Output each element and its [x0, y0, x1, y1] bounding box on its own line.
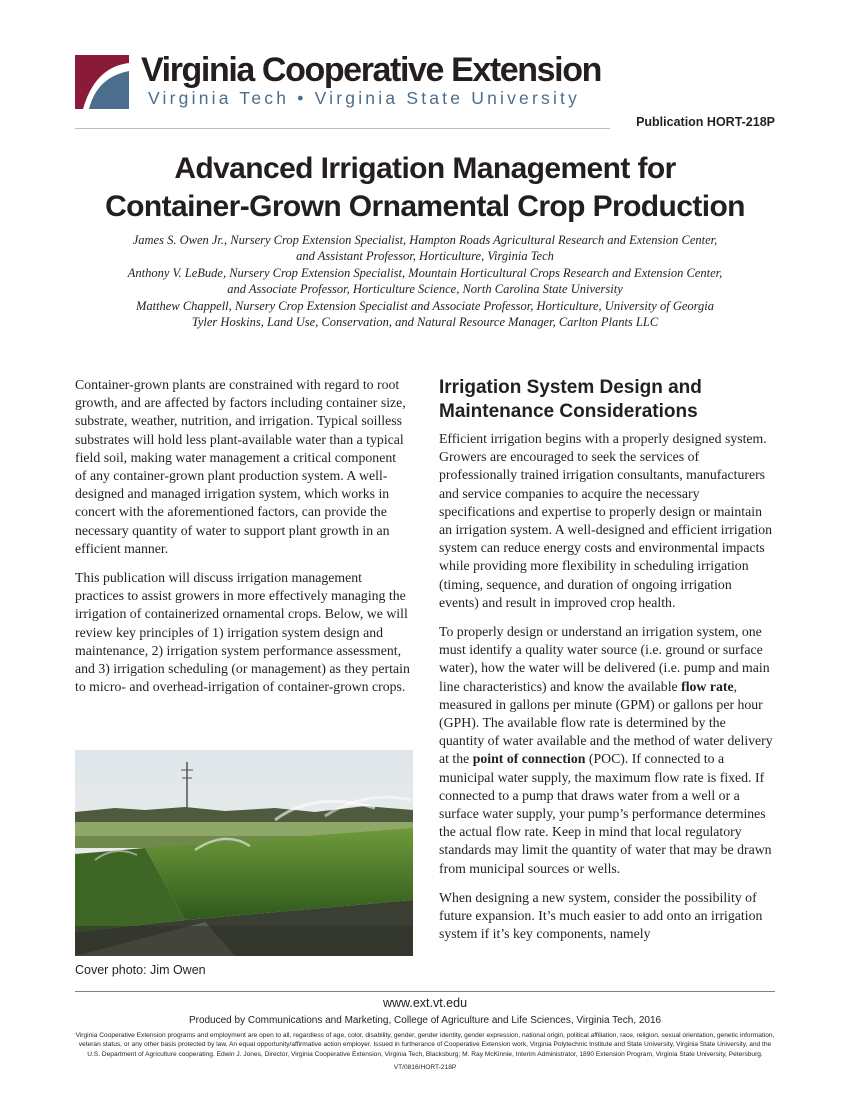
- section-heading: Irrigation System Design and Maintenance Considerations: [439, 377, 702, 422]
- author-line: Tyler Hoskins, Land Use, Conservation, and Natural Resource Manager, Carlton Plants LLC: [191, 315, 659, 330]
- expansion-paragraph: When designing a new system, consider the possibility of future expansion. It’s much easier to add onto an irrigation system if it’s key components, namely: [439, 889, 763, 942]
- photo-caption: Cover photo: Jim Owen: [75, 963, 206, 977]
- text-segment: (POC). If connected to a municipal water supply, the maximum flow rate is fixed. If connected to a pump that draws water from a well or a surface water supply, your pump’s performance determines the actual flow rate. Keep in mind that local regulatory standards may limit the quantity of water that may be drawn from municipal sources or wells.: [439, 751, 772, 876]
- title-line-2: Container-Grown Ornamental Crop Production: [105, 190, 745, 223]
- authors-block: [60, 232, 790, 330]
- footer-legal-notice: Virginia Cooperative Extension programs and employment are open to all, regardless of age, color, disability, gender, gender identity, gender expression, national origin, political affiliation, race, religion, sexual orientation, genetic information, veteran status, or any other basis protected by law. An equal opportunity/affirmative action employer. Issued in furtherance of Cooperative Extension work, Virginia Polytechnic Institute and State University, Virginia State University, and the U.S. Department of Agriculture cooperating. Edwin J. Jones, Director, Virginia Cooperative Extension, Virginia Tech, Blacksburg; M. Ray McKinnie, Interim Administrator, 1890 Extension Program, Virginia State University, Petersburg.: [75, 1032, 775, 1058]
- point-of-connection-term: point of connection: [472, 751, 586, 767]
- text-segment: To properly design or understand an irrigation system, one must identify a quality water source (i.e. ground or surface water), how the water will be delivered (i.e. pump and main line characteristics) and know the available: [439, 624, 770, 694]
- left-column: [75, 376, 410, 707]
- design-paragraph: Efficient irrigation begins with a properly designed system. Growers are encouraged to seek the services of professionally trained irrigation consultants, manufacturers and service companies to acquire the necessary specifications and expertise to properly design or maintain an irrigation system. A well-designed and efficient irrigation system can reduce energy costs and environmental impacts while providing more flexibility in scheduling irrigation (timing, sequence, and duration of ongoing irrigation events) and result in improved crop health.: [439, 431, 773, 610]
- header-divider: [75, 128, 610, 129]
- author-line: and Assistant Professor, Horticulture, Virginia Tech: [296, 249, 554, 264]
- document-title: [40, 150, 810, 226]
- text-segment: , measured in gallons per minute (GPM) or gallons per hour (GPH). The available flow rate is determined by the quantity of water available and the method of water delivery at the: [439, 678, 773, 767]
- author-line: and Associate Professor, Horticulture Science, North Carolina State University: [227, 282, 623, 297]
- title-line-1: Advanced Irrigation Management for: [174, 152, 676, 185]
- nursery-irrigation-image: [75, 750, 413, 956]
- footer-publication-code: VT/0816/HORT-218P: [393, 1064, 457, 1072]
- author-line: James S. Owen Jr., Nursery Crop Extension Specialist, Hampton Roads Agricultural Research and Extension Center,: [132, 233, 718, 247]
- footer-produced: Produced by Communications and Marketing, College of Agriculture and Life Sciences, Virginia Tech, 2016: [188, 1015, 662, 1026]
- footer-divider: [75, 991, 775, 992]
- footer: [75, 995, 775, 1073]
- overview-paragraph: This publication will discuss irrigation management practices to assist growers in more effectively managing the irrigation of containerized ornamental crops. Below, we will review key principles of 1) irrigation system design and maintenance, 2) irrigation system performance assessment, and 3) irrigation scheduling (or management) as they pertain to micro- and overhead-irrigation of container-grown crops.: [75, 570, 410, 695]
- flow-rate-term: flow rate: [681, 678, 734, 694]
- flow-rate-paragraph: [439, 623, 774, 878]
- author-line: Matthew Chappell, Nursery Crop Extension Specialist and Associate Professor, Horticulture, University of Georgia: [135, 298, 715, 313]
- logo-subtitle: Virginia Tech • Virginia State University: [148, 88, 581, 108]
- footer-url-link[interactable]: www.ext.vt.edu: [382, 996, 468, 1010]
- intro-paragraph: Container-grown plants are constrained with regard to root growth, and are affected by factors including container size, substrate, weather, nutrition, and irrigation. Typical soilless substrates will hold less plant-available water than a typical field soil, making water management a critical component of any container-grown plant production system. A well-designed and managed irrigation system, which works in concert with the aforementioned factors, can provide the necessary quantity of water to support plant growth in an efficient manner.: [75, 377, 406, 556]
- cover-photo: [75, 750, 413, 956]
- author-line: Anthony V. LeBude, Nursery Crop Extension Specialist, Mountain Horticultural Crops Research and Extension Center,: [127, 265, 723, 280]
- right-column: [439, 376, 774, 954]
- publication-number: Publication HORT-218P: [636, 115, 775, 129]
- vce-logo-icon: [75, 55, 129, 109]
- logo-title: Virginia Cooperative Extension: [141, 51, 601, 89]
